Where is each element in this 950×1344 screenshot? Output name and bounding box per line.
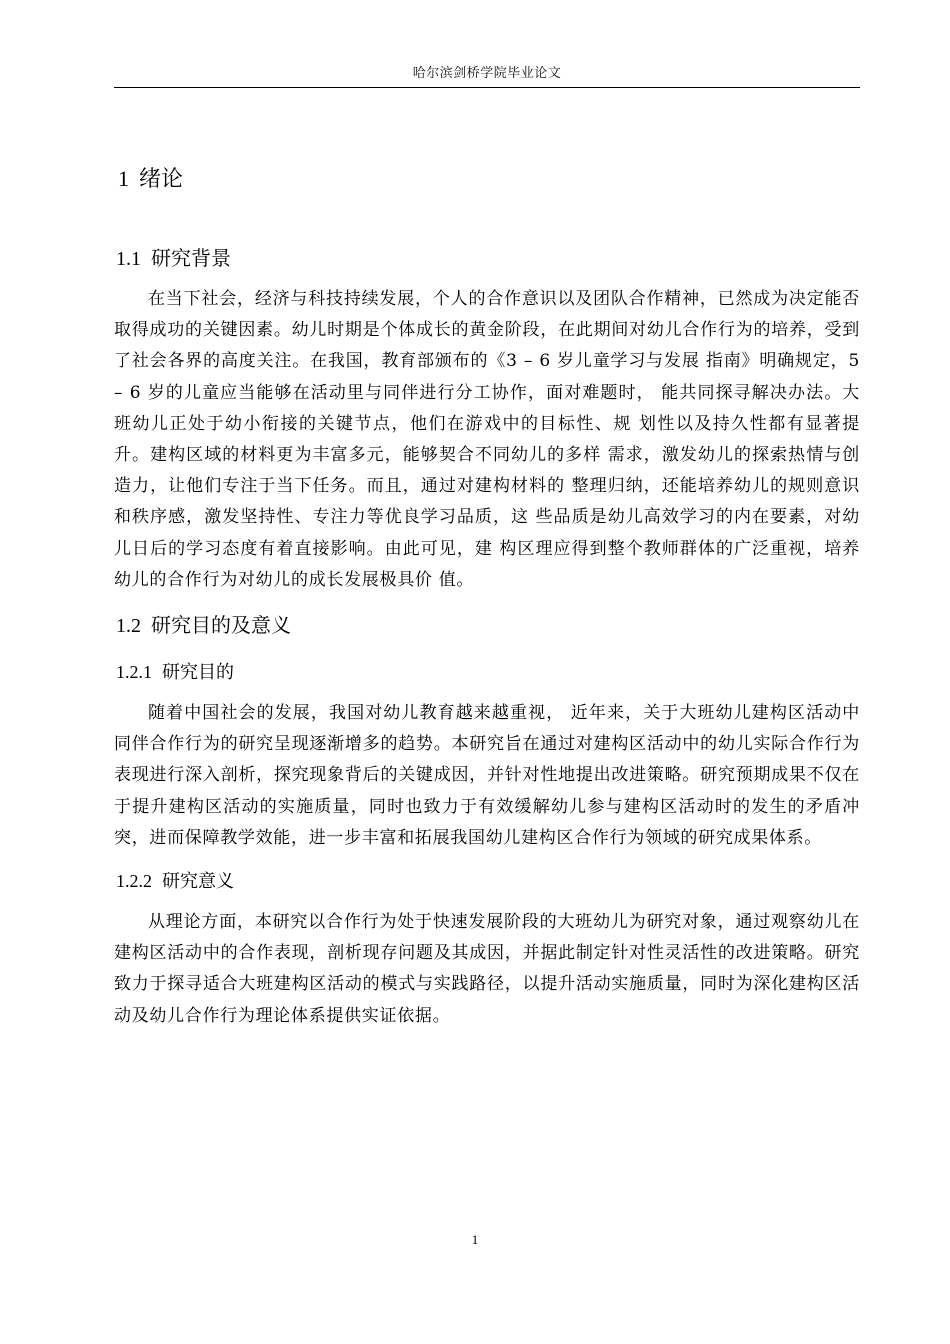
chapter-number: 1	[118, 166, 129, 191]
paragraph-meaning: 从理论方面，本研究以合作行为处于快速发展阶段的大班幼儿为研究对象，通过观察幼儿在建构区活动中的合作表现，剖析现存问题及其成因，并据此制定针对性灵活性的改进策略。研究致力于探寻适合大班建构区活动的模式与实践路径，以提升活动实施质量，同时为深化建构区活动及幼儿合作行为理论体系提供实证依据。	[114, 912, 860, 1026]
subsection-heading-goal	[116, 657, 860, 688]
paragraph-goal: 随着中国社会的发展，我国对幼儿教育越来越重视， 近年来，关于大班幼儿建构区活动中同伴合作行为的研究呈现逐渐增多的趋势。本研究旨在通过对建构区活动中的幼儿实际合作行为表现进行深入剖析，探究现象背后的关键成因，并针对性地提出改进策略。研究预期成果不仅在于提升建构区活动的实施质量，同时也致力于有效缓解幼儿参与建构区活动时的发生的矛盾冲突，进而保障教学效能，进一步丰富和拓展我国幼儿建构区合作行为领域的研究成果体系。	[114, 703, 860, 848]
section-number: 1.1	[116, 248, 141, 270]
section-title: 研究目的及意义	[151, 613, 291, 638]
subsection-heading-meaning	[116, 866, 860, 897]
subsection-number: 1.2.1	[116, 662, 152, 683]
subsection-title: 研究意义	[162, 871, 234, 893]
section-heading-purpose	[116, 608, 860, 643]
subsection-number: 1.2.2	[116, 871, 152, 892]
section-heading-background	[116, 241, 860, 276]
subsection-title: 研究目的	[162, 662, 234, 684]
running-header: 哈尔滨剑桥学院毕业论文	[412, 66, 562, 81]
section-number: 1.2	[116, 615, 141, 638]
section-title: 研究背景	[151, 246, 231, 270]
header-rule	[114, 87, 860, 88]
paragraph-background: 在当下社会，经济与科技持续发展，个人的合作意识以及团队合作精神，已然成为决定能否取得成功的关键因素。幼儿时期是个体成长的黄金阶段，在此期间对幼儿合作行为的培养，受到了社会各界的高度关注。在我国，教育部颁布的《3 – 6 岁儿童学习与发展 指南》明确规定，5 – 6 岁的儿童应当能够在活动里与同伴进行分工协作，面对难题时， 能共同探寻解决办法。大班幼儿正处于幼小衔接的关键节点，他们在游戏中的目标性、规 划性以及持久性都有显著提升。建构区域的材料更为丰富多元，能够契合不同幼儿的多样 需求，激发幼儿的探索热情与创造力，让他们专注于当下任务。而且，通过对建构材料的 整理归纳，还能培养幼儿的规则意识和秩序感，激发坚持性、专注力等优良学习品质，这 些品质是幼儿高效学习的内在要素，对幼儿日后的学习态度有着直接影响。由此可见，建 构区理应得到整个教师群体的广泛重视，培养幼儿的合作行为对幼儿的成长发展极具价 值。	[114, 289, 860, 590]
chapter-heading	[118, 160, 860, 199]
page-number: 1	[471, 1232, 479, 1247]
page-body	[114, 160, 860, 1032]
chapter-title: 绪论	[139, 167, 184, 192]
